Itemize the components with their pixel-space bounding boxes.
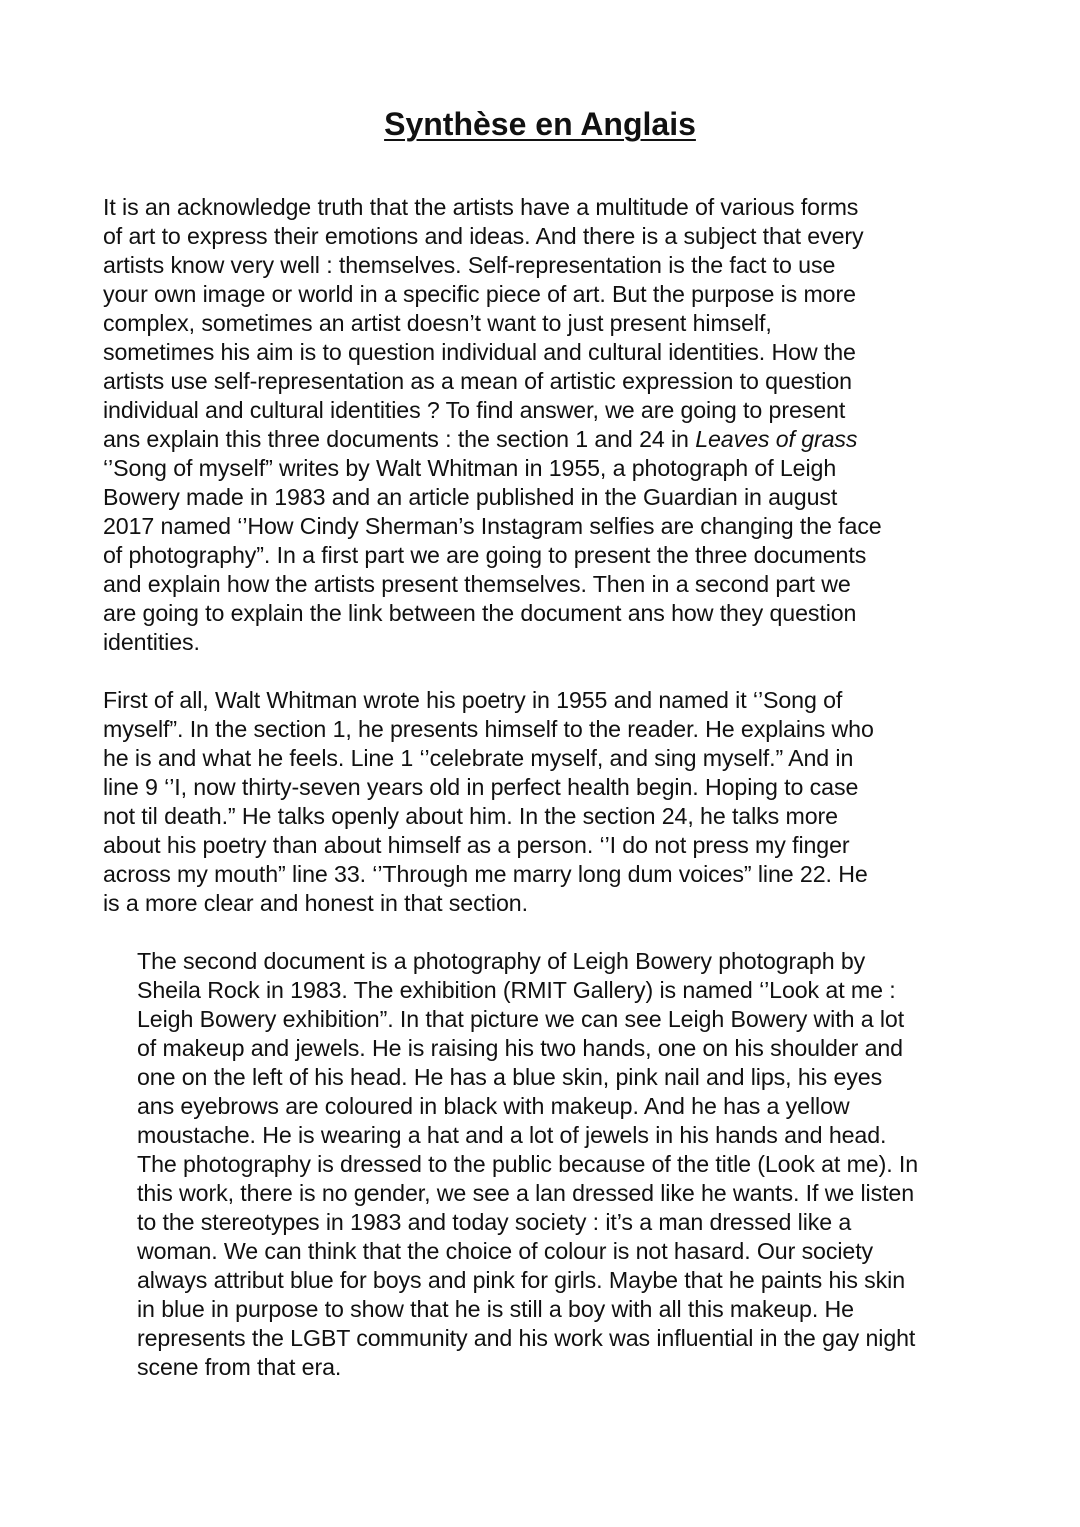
- text-line: and explain how the artists present themselves. Then in a second part we: [103, 571, 851, 597]
- text-line: to the stereotypes in 1983 and today society : it’s a man dressed like a: [137, 1209, 852, 1235]
- text-line: not til death.” He talks openly about him. In the section 24, he talks more: [103, 803, 838, 829]
- text-line: The photography is dressed to the public because of the title (Look at me). In: [137, 1151, 919, 1177]
- text-line: artists know very well : themselves. Self-representation is the fact to use: [103, 252, 836, 278]
- text-line: ans explain this three documents : the section 1 and 24 in Leaves of grass: [103, 426, 858, 452]
- text-line: of photography”. In a first part we are going to present the three documents: [103, 542, 867, 568]
- text-line: First of all, Walt Whitman wrote his poetry in 1955 and named it ‘’Song of: [103, 687, 843, 713]
- text-line: sometimes his aim is to question individual and cultural identities. How the: [103, 339, 856, 365]
- document-body: [103, 193, 983, 1411]
- text-line: It is an acknowledge truth that the artists have a multitude of various forms: [103, 194, 859, 220]
- text-line: he is and what he feels. Line 1 ‘’celebrate myself, and sing myself.” And in: [103, 745, 854, 771]
- text-line: Bowery made in 1983 and an article published in the Guardian in august: [103, 484, 838, 510]
- text-line: is a more clear and honest in that section.: [103, 890, 528, 916]
- text-line: identities.: [103, 629, 200, 655]
- text-line: woman. We can think that the choice of colour is not hasard. Our society: [137, 1238, 874, 1264]
- text-line: in blue in purpose to show that he is still a boy with all this makeup. He: [137, 1296, 854, 1322]
- text-line: are going to explain the link between the document ans how they question: [103, 600, 857, 626]
- text-line: The second document is a photography of Leigh Bowery photograph by: [137, 948, 866, 974]
- text-line: artists use self-representation as a mean of artistic expression to question: [103, 368, 852, 394]
- text-line: moustache. He is wearing a hat and a lot of jewels in his hands and head.: [137, 1122, 887, 1148]
- paragraph: [103, 947, 983, 1382]
- text-line: Leigh Bowery exhibition”. In that picture we can see Leigh Bowery with a lot: [137, 1006, 905, 1032]
- text-line: Sheila Rock in 1983. The exhibition (RMIT Gallery) is named ‘’Look at me :: [137, 977, 896, 1003]
- text-line: scene from that era.: [137, 1354, 342, 1380]
- text-line: 2017 named ‘’How Cindy Sherman’s Instagram selfies are changing the face: [103, 513, 882, 539]
- text-line: one on the left of his head. He has a blue skin, pink nail and lips, his eyes: [137, 1064, 883, 1090]
- italic-title: Leaves of grass: [695, 426, 858, 452]
- text-line: represents the LGBT community and his work was influential in the gay night: [137, 1325, 916, 1351]
- text-line: complex, sometimes an artist doesn’t want to just present himself,: [103, 310, 772, 336]
- text-line: ‘’Song of myself” writes by Walt Whitman in 1955, a photograph of Leigh: [103, 455, 837, 481]
- text-line: individual and cultural identities ? To find answer, we are going to present: [103, 397, 846, 423]
- text-line: across my mouth” line 33. ‘’Through me marry long dum voices” line 22. He: [103, 861, 868, 887]
- paragraph: [103, 193, 983, 657]
- text-line: line 9 ‘’I, now thirty-seven years old in perfect health begin. Hoping to case: [103, 774, 859, 800]
- page-title: Synthèse en Anglais: [384, 106, 696, 142]
- text-line: of art to express their emotions and ideas. And there is a subject that every: [103, 223, 864, 249]
- text-line: always attribut blue for boys and pink for girls. Maybe that he paints his skin: [137, 1267, 905, 1293]
- text-line: of makeup and jewels. He is raising his two hands, one on his shoulder and: [137, 1035, 903, 1061]
- paragraph: [103, 686, 983, 918]
- text-line: ans eyebrows are coloured in black with makeup. And he has a yellow: [137, 1093, 850, 1119]
- text-line: myself”. In the section 1, he presents himself to the reader. He explains who: [103, 716, 874, 742]
- text-line: your own image or world in a specific piece of art. But the purpose is more: [103, 281, 856, 307]
- text-line: this work, there is no gender, we see a lan dressed like he wants. If we listen: [137, 1180, 915, 1206]
- text-line: about his poetry than about himself as a person. ‘’I do not press my finger: [103, 832, 850, 858]
